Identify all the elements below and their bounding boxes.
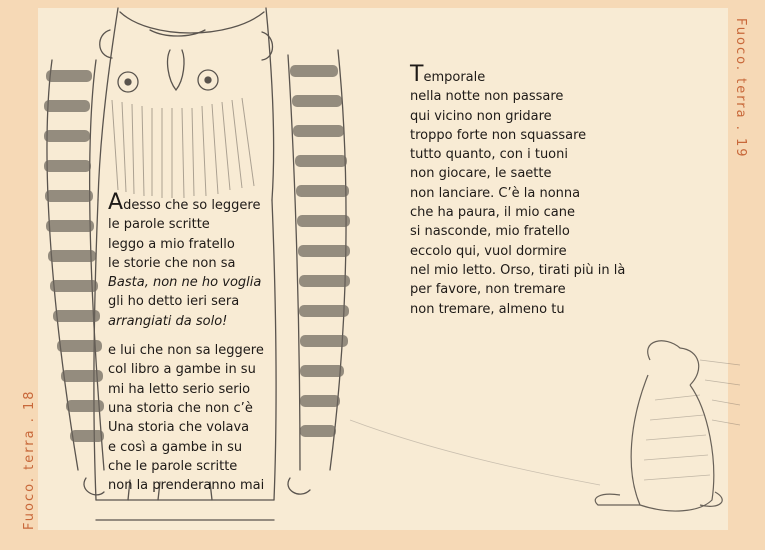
poem-left-line: che le parole scritte (108, 458, 238, 474)
poem-left-line: le storie che non sa (108, 255, 236, 271)
poem-left-line: arrangiati da solo! (108, 313, 228, 329)
first-line: desso che so leggere (123, 198, 261, 213)
poem-right-line: nel mio letto. Orso, tirati più in là (410, 262, 626, 278)
poem-left-line: Basta, non ne ho voglia (108, 275, 262, 291)
poem-right-line: che ha paura, il mio cane (410, 205, 575, 221)
poem-right-line: qui vicino non gridare (410, 108, 552, 124)
poem-right-line: si nasconde, mio fratello (410, 224, 570, 240)
poem-left-line (108, 190, 264, 215)
poem-left-line: leggo a mio fratello (108, 236, 235, 252)
poem-right-line (410, 62, 625, 87)
poem-left-line: col libro a gambe in su (108, 362, 256, 378)
poem-left-line: gli ho detto ieri sera (108, 294, 240, 310)
page-number-left: Fuoco. terra . 18 (22, 389, 37, 530)
poem-right-line: eccolo qui, vuol dormire (410, 243, 567, 259)
poem-left-line: e lui che non sa leggere (108, 343, 264, 359)
poem-left-line: Una storia che volava (108, 420, 250, 436)
first-line: emporale (423, 70, 486, 85)
bear-sketch (595, 341, 722, 511)
poem-right-line: non lanciare. C’è la nonna (410, 185, 581, 201)
drop-cap: A (108, 190, 124, 215)
poem-left-line: mi ha letto serio serio (108, 381, 251, 397)
poem-left (108, 190, 265, 495)
stanza-gap (108, 331, 264, 341)
poem-right-line: nella notte non passare (410, 89, 564, 105)
poem-right (410, 62, 626, 319)
poem-right-line: troppo forte non squassare (410, 127, 587, 143)
poem-right-line: per favore, non tremare (410, 282, 566, 298)
poem-left-line: una storia che non c’è (108, 400, 253, 416)
drop-cap: T (410, 62, 424, 87)
poem-left-line: le parole scritte (108, 217, 210, 233)
page-number-right: Fuoco. terra . 19 (733, 18, 748, 159)
poem-right-line: non tremare, almeno tu (410, 301, 565, 317)
poem-right-line: tutto quanto, con i tuoni (410, 147, 568, 163)
poem-left-line: e così a gambe in su (108, 439, 243, 455)
poem-right-line: non giocare, le saette (410, 166, 552, 182)
poem-left-line: non la prenderanno mai (108, 478, 265, 494)
